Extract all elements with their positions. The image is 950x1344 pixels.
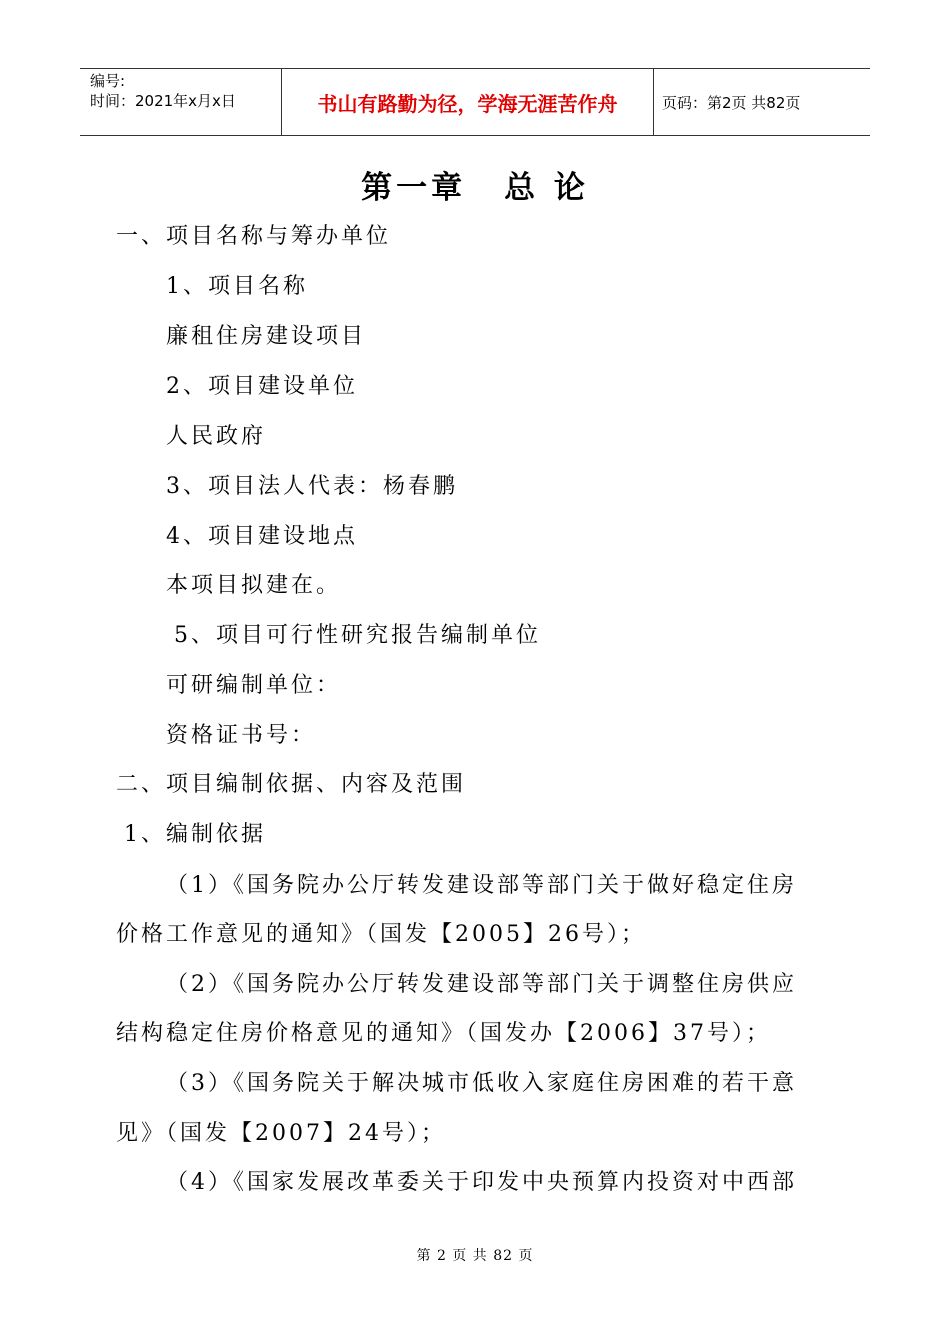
page-footer: 第 2 页 共 82 页 xyxy=(416,1248,534,1264)
section-heading: 一、项目名称与筹办单位 xyxy=(116,224,392,249)
subsection-heading: 1、编制依据 xyxy=(124,822,266,847)
page-header xyxy=(80,68,870,136)
body-text: 廉租住房建设项目 xyxy=(166,324,367,349)
header-page-info: 页码：第2页 共82页 xyxy=(662,93,801,112)
body-text: 结构稳定住房价格意见的通知》（国发办【2006】37号）； xyxy=(116,1021,771,1046)
chapter-number: 第一章 xyxy=(361,170,467,206)
body-text: （1）《国务院办公厅转发建设部等部门关于做好稳定住房 xyxy=(166,873,797,898)
body-text: 资格证书号： xyxy=(166,723,317,748)
subsection-heading: 1、项目名称 xyxy=(166,274,308,299)
header-meta xyxy=(80,69,282,135)
body-text: （2）《国务院办公厅转发建设部等部门关于调整住房供应 xyxy=(166,972,797,997)
body-text: 本项目拟建在。 xyxy=(166,573,342,598)
body-text: 人民政府 xyxy=(166,424,267,449)
time-label: 时间：2021年x月x日 xyxy=(90,92,236,110)
subsection-heading: 2、项目建设单位 xyxy=(166,374,358,399)
body-text: （4）《国家发展改革委关于印发中央预算内投资对中西部 xyxy=(166,1170,797,1195)
body-text: （3）《国务院关于解决城市低收入家庭住房困难的若干意 xyxy=(166,1071,797,1096)
body-text: 可研编制单位： xyxy=(166,673,342,698)
header-motto: 书山有路勤为径，学海无涯苦作舟 xyxy=(282,69,654,135)
section-heading: 二、项目编制依据、内容及范围 xyxy=(116,772,467,797)
chapter-title xyxy=(0,162,950,207)
subsection-heading: 3、项目法人代表：杨春鹏 xyxy=(166,474,458,499)
subsection-heading: 4、项目建设地点 xyxy=(166,524,358,549)
body-text: 价格工作意见的通知》（国发【2005】26号）； xyxy=(116,922,646,947)
subsection-heading: 5、项目可行性研究报告编制单位 xyxy=(174,623,541,648)
body-text: 见》（国发【2007】24号）； xyxy=(116,1121,446,1146)
number-label: 编号: xyxy=(90,72,126,90)
chapter-name: 总 论 xyxy=(504,170,589,206)
